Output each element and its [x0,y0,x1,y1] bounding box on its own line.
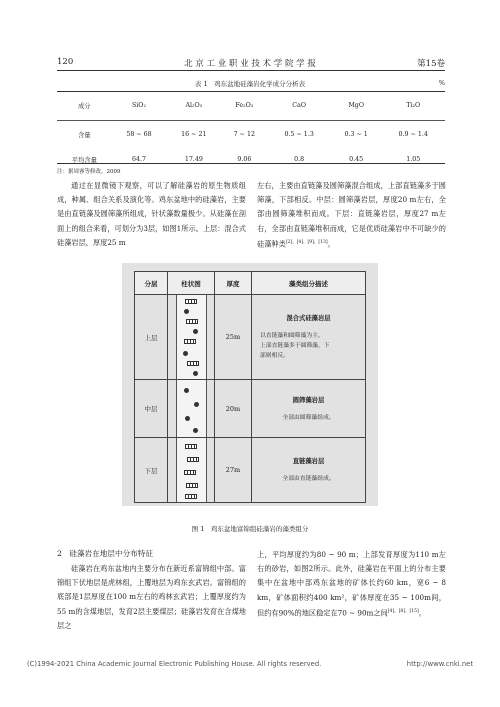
table-header-cell: Fe₂O₃ [235,102,254,110]
lithology-column-lower [176,438,207,502]
journal-title: 北 京 工 业 职 业 技 术 学 院 学 报 [184,59,316,69]
chemical-composition-table [57,92,445,170]
layer-row-lower [135,438,366,503]
table-header-cell: CaO [292,102,307,110]
paragraph-text-main: 上，平均厚度约为80 ~ 90 m；上部发育厚度为110 m左右的砂岩，如图2所示。此外，硅藻岩在平面上的分布主要集中在盆地中部鸡东盆地的矿体长约60 km，宽6 ~ 8 km，矿体面积约400 km²，矿体厚度在35 ~ 100m间，但约有90%的地区稳定在70 ~ 90m之间 [257,550,446,618]
paragraph-text [257,548,446,620]
table-cell: 含量 [77,132,91,139]
paragraph-text: 通过在显微镜下观察，可以了解硅藻岩的原生物质组成，种属、组合关系及演化等。鸡东盆地中的硅藻岩，主要是由直链藻及圆筛藻所组成，针状藻数量极少。从硅藻在剖面上的组合来看，可划分为3层，如图1所示。上层：混合式硅藻岩层，厚度25 m [57,181,246,247]
layer-description [252,295,366,380]
table-cell: 16 ~ 21 [181,131,207,138]
diatom-dot-symbol [185,416,190,421]
figure-header-cell: 藻类组分描述 [252,272,366,295]
table-row [57,121,445,148]
table-header-cell: SiO₂ [131,102,146,110]
page-number: 120 [57,57,74,67]
table-cell: 0.45 [349,155,364,163]
table-header-cell: Ti₂O [406,102,421,110]
layer-description [252,438,366,503]
table-header-cell: 成分 [77,103,91,111]
layer-description-line: 上部直链藻多于圆筛藻，下 [260,343,330,349]
layer-description-line: 全部由直链藻组成。 [282,476,335,482]
diatom-dot-symbol [194,402,199,407]
diatom-bars-symbol [185,299,197,304]
column-cell [168,295,215,380]
table-cell: 9.06 [237,155,252,163]
section2-right [257,548,446,620]
diatom-bars-symbol [186,319,198,324]
citation-ref: [2]、[4]、[9]、[13] [285,239,328,245]
copyright-text: (C)1994-2021 China Academic Journal Electronic Publishing House. All rights reserved. [27,660,322,668]
layer-description-line: 部则相反。 [260,353,289,359]
stratigraphy-table [134,271,366,503]
diatom-dot-symbol [184,309,189,314]
footer-link[interactable]: http://www.cnki.net [406,660,473,668]
section2-left [57,562,246,633]
diatom-bars-symbol [185,494,197,499]
figure-header-row [135,272,366,295]
layer-name: 上层 [135,295,168,380]
figure-header-cell: 厚度 [215,272,252,295]
lithology-column-upper [176,295,207,379]
layer-description-title: 混合式硅藻岩层 [286,315,331,322]
paragraph-text-end: 。 [418,608,426,618]
layer-description-line: 以直链藻和圆筛藻为主， [260,333,324,339]
page-footer [27,660,473,668]
layer-description-title: 直链藻岩层 [292,458,325,465]
header-rule [57,70,445,71]
diatom-dot-symbol [193,428,198,433]
citation-ref: [4]、[8]、[15] [387,608,419,614]
lithology-column-middle [176,380,207,437]
layer-row-middle [135,380,366,438]
diatom-bars-symbol [187,361,199,366]
table-cell: 0.3 ~ 1 [344,131,368,138]
paragraph-text-end: 。 [327,239,335,249]
diatom-bars-symbol [184,339,196,344]
column-cell [168,438,215,503]
layer-description-title: 圆筛藻岩层 [292,396,325,404]
volume-label: 第15卷 [417,59,445,69]
diatom-dot-symbol [183,351,188,356]
diatom-bars-symbol [187,457,199,462]
figure-stratigraphy [122,263,378,506]
figure-header-cell: 柱状图 [168,272,215,295]
table-cell: 0.9 ~ 1.4 [398,131,428,138]
table-header-row [57,92,445,120]
section-heading: 2 硅藻岩在地层中分布特征 [57,549,153,558]
table-bottom-rule [57,163,445,164]
paragraph-text-main: 左右，主要由直链藻及圆筛藻混合组成，上部直链藻多于圆筛藻，下部相反。中层：圆筛藻岩层，厚度20 m左右，全部由圆筛藻堆积而成。下层：直链藻岩层，厚度27 m左右，全部由直链藻堆积而成，它是优质硅藻岩中不可缺少的硅藻种类 [257,181,446,249]
diatom-bars-symbol [185,444,197,449]
layer-description [252,380,366,438]
layer-row-upper [135,295,366,380]
paragraph-right [257,179,446,251]
column-cell [168,380,215,438]
table-header-cell: MgO [348,102,364,110]
layer-thickness: 20m [215,380,252,438]
table-cell: 0.5 ~ 1.3 [284,131,314,138]
table-header-cell: Al₂O₃ [185,102,203,110]
table-cell: 1.05 [406,155,421,163]
diatom-bars-symbol [184,470,196,475]
table-note: 注：据周睿等修改，2009 [57,169,121,175]
diatom-dot-symbol [193,371,198,376]
table-cell: 7 ~ 12 [233,131,255,138]
layer-name: 下层 [135,438,168,503]
diatom-bars-symbol [186,483,198,488]
paragraph-text: 硅藻岩在鸡东盆地内主要分布在新近系富锦组中部。富锦组下伏地层是虎林组，上覆地层为鸡东玄武岩。富锦组的底部是1层厚度在100 m左右的鸡林玄武岩；上覆厚度约为55 m的含煤地层，发育2层主要煤层；硅藻岩发育在含煤地层之 [57,564,246,630]
layer-description-line: 全部由圆筛藻组成。 [282,414,335,421]
diatom-dot-symbol [193,329,198,334]
paragraph-left [57,179,246,250]
figure-header-cell: 分层 [135,272,168,295]
diatom-dot-symbol [184,388,189,393]
table-unit: % [438,79,445,87]
layer-name: 中层 [135,380,168,438]
table-cell: 17.49 [184,155,203,163]
layer-thickness: 25m [215,295,252,380]
paragraph-text [257,179,446,251]
table-cell: 平均含量 [71,156,97,164]
table-cell: 64.7 [131,155,146,163]
table-cell: 58 ~ 68 [126,131,152,138]
layer-thickness: 27m [215,438,252,503]
figure-caption: 图 1 鸡东盆地富锦组硅藻岩的藻类组分 [191,525,309,533]
table-cell: 0.8 [294,155,305,163]
table-caption: 表 1 鸡东盆地硅藻岩化学成分分析表 [194,80,306,88]
